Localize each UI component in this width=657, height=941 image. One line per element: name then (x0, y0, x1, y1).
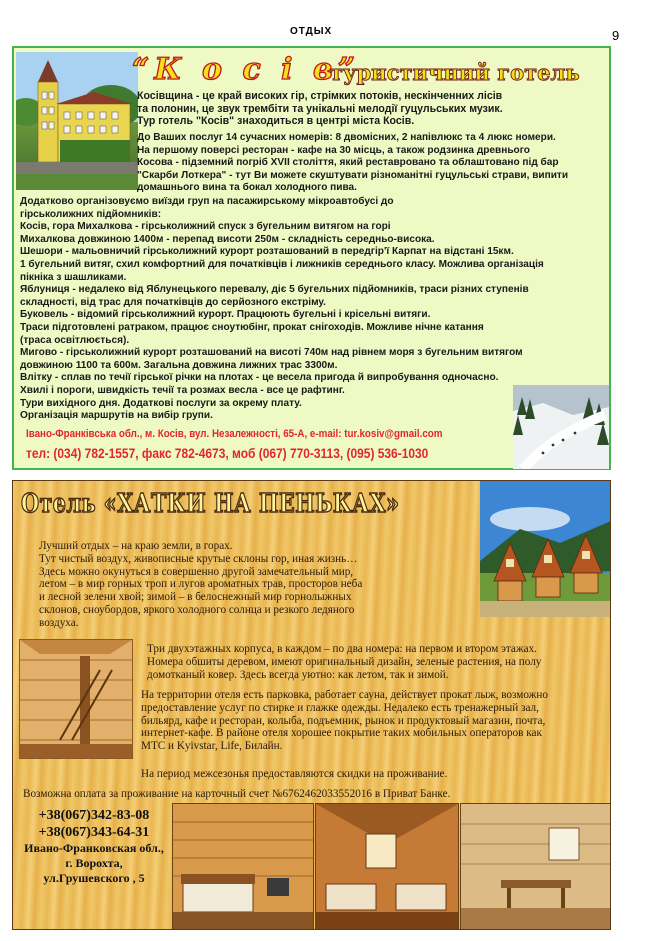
khatky-discount: На период межсезонья предоставляются скидки на проживание. (141, 768, 448, 780)
intro-line: летом – в мир горных троп и лугов ароматных трав, просторов неба (39, 578, 363, 591)
info-line: Траси підготовлені ратраком, працює сноутюбінг, прокат снігоходів. Можливе нічне катання (20, 321, 484, 333)
address-region: Ивано-Франковская обл., (24, 841, 164, 855)
info-line: довжиною 1100 та 600м. Загальна довжина лижних трас 3300м. (20, 359, 338, 371)
services-line: Косова - підземний погріб XVII століття, який реставровано та облаштовано під бар (137, 157, 559, 169)
intro-line: Тур готель "Косів" знаходиться в центрі міста Косів. (137, 115, 415, 128)
info-line: Шешори - мальовничий гірськолижний курорт розташований в передгір'ї Карпат на відстані 15км. (20, 246, 514, 258)
rooms-line: домотканый ковер. Здесь всегда уютно: как летом, так и зимой. (147, 668, 449, 681)
amenities-line: интернет-кафе. В районе отеля хорошее покрытие таких мобильных операторов как (141, 727, 542, 740)
kosiv-hotel-ad (12, 46, 611, 470)
intro-line: и лесной зелени хвой; зимой – в белоснежный мир горнолыжных (39, 591, 352, 604)
khatky-hotel-ad (12, 480, 611, 930)
intro-line: склонов, сноубордов, яркого холодного солнца и резкого ледяного (39, 603, 355, 616)
rooms-line: Номера обшиты деревом, имеют оригинальный дизайн, зеленые растения, на полу (147, 655, 542, 668)
cottages-photo (480, 481, 611, 617)
info-line: Буковель - відомий гірськолижний курорт. Працюють бугельні і крісельні витяги. (20, 309, 431, 321)
room-photo-1 (172, 803, 314, 930)
info-line: Влітку - сплав по течії гірської річки на плотах - це весела пригода й випробування одночасно. (20, 372, 499, 384)
intro-line: Косівщина - це край високих гір, стрімких потоків, нескінченних лісів (137, 90, 503, 102)
phone-1: +38(067)342-83-08 (38, 808, 150, 823)
info-line: Хвилі і пороги, швидкість течії та розмах весла - все це рафтинг. (20, 384, 345, 396)
khatky-rooms (147, 643, 607, 681)
khatky-contact (19, 807, 169, 886)
ski-slope-photo (513, 385, 609, 469)
kosiv-services (137, 132, 607, 195)
info-line: Михалкова довжиною 1400м - перепад висоти 250м - складність середньо-висока. (20, 233, 435, 245)
intro-line: Здесь можно окунуться в совершенно другой замечательный мир, (39, 565, 354, 578)
kosiv-name: “К о с і в” (132, 52, 360, 87)
info-line: 1 бугельний витяг, схил комфортний для початківців і лижників середнього класу. Можлива організація (20, 258, 544, 270)
khatky-payment: Возможна оплата за проживание на карточный счет №6762462033552016 в Приват Банке. (23, 788, 451, 800)
info-line: (траса освітлюється). (20, 334, 130, 346)
interior-stairs-photo (19, 639, 133, 759)
info-line: Косів, гора Михалкова - гірськолижний спуск з бугельним витягом на горі (20, 221, 391, 233)
kosiv-title (132, 54, 607, 88)
intro-line: Тут чистый воздух, живописные крутые склоны гор, иная жизнь… (39, 552, 358, 565)
address-street: ул.Грушевского , 5 (43, 871, 145, 885)
kosiv-intro (137, 90, 607, 128)
info-line: складності, від трас для початківців до серйозного екстріму. (20, 296, 326, 308)
page-number: 9 (612, 28, 620, 43)
khatky-intro (39, 540, 399, 630)
phone-2: +38(067)343-64-31 (38, 825, 150, 840)
hotel-building-photo (16, 52, 138, 190)
address-town: г. Ворохта, (65, 856, 123, 870)
info-line: гірськолижних підйомників: (20, 208, 162, 220)
info-line: Яблуниця - недалеко від Яблунецького перевалу, діє 5 бугельних підйомників, траси різних ступенів (20, 284, 529, 296)
room-photo-3 (460, 803, 611, 930)
kosiv-address: Івано-Франківська обл., м. Косів, вул. Незалежності, 65-А, e-mail: tur.kosiv@gmail.com (26, 428, 443, 440)
services-line: "Скарби Лоткера" - тут Ви можете скуштувати різноманітні гуцульські страви, випити (137, 169, 569, 181)
info-line: Організація маршрутів на вибір групи. (20, 410, 213, 422)
intro-line: воздуха. (39, 616, 79, 629)
kosiv-subtitle: туристичний готель (330, 60, 580, 85)
room-photo-2 (315, 803, 459, 930)
rooms-line: Три двухэтажных корпуса, в каждом – по два номера: на первом и втором этажах. (147, 643, 537, 655)
kosiv-phones: тел: (034) 782-1557, факс 782-4673, моб (067) 770-3113, (095) 536-1030 (26, 446, 429, 461)
khatky-title: Отель «ХАТКИ НА ПЕНЬКАХ» (21, 489, 400, 519)
amenities-line: МТС и Kyivstar, Life, Билайн. (141, 740, 283, 753)
intro-line: Лучший отдых – на краю земли, в горах. (39, 540, 233, 552)
info-line: пікніка з шашликами. (20, 271, 127, 283)
amenities-line: предоставление услуг по стирке и глажке одежды. Недалеко есть тренажерный зал, (141, 701, 539, 714)
section-header: ОТДЫХ (290, 26, 333, 37)
info-line: Тури вихідного дня. Додаткові послуги за окрему плату. (20, 397, 302, 409)
khatky-amenities (141, 689, 607, 753)
info-line: Додатково організовуємо виїзди груп на пасажирському мікроавтобусі до (20, 196, 394, 207)
amenities-line: На территории отеля есть парковка, работает сауна, действует прокат лыж, возможно (141, 689, 548, 701)
services-line: До Ваших послуг 14 сучасних номерів: 8 двомісних, 2 напівлюкс та 4 люкс номери. (137, 132, 556, 143)
services-line: На першому поверсі ресторан - кафе на 30 місць, а також родзинка древнього (137, 144, 530, 156)
intro-line: та полонин, це звук трембіти та унікальні мелодії гуцульських музик. (137, 102, 503, 115)
info-line: Мигово - гірськолижний курорт розташований на висоті 740м над рівнем моря з бугельним витягом (20, 347, 523, 359)
amenities-line: бильярд, кафе и ресторан, колыба, подъемник, рынок и продуктовый магазин, почта, (141, 714, 546, 727)
services-line: домашнього вина та бокал холодного пива. (137, 182, 357, 194)
